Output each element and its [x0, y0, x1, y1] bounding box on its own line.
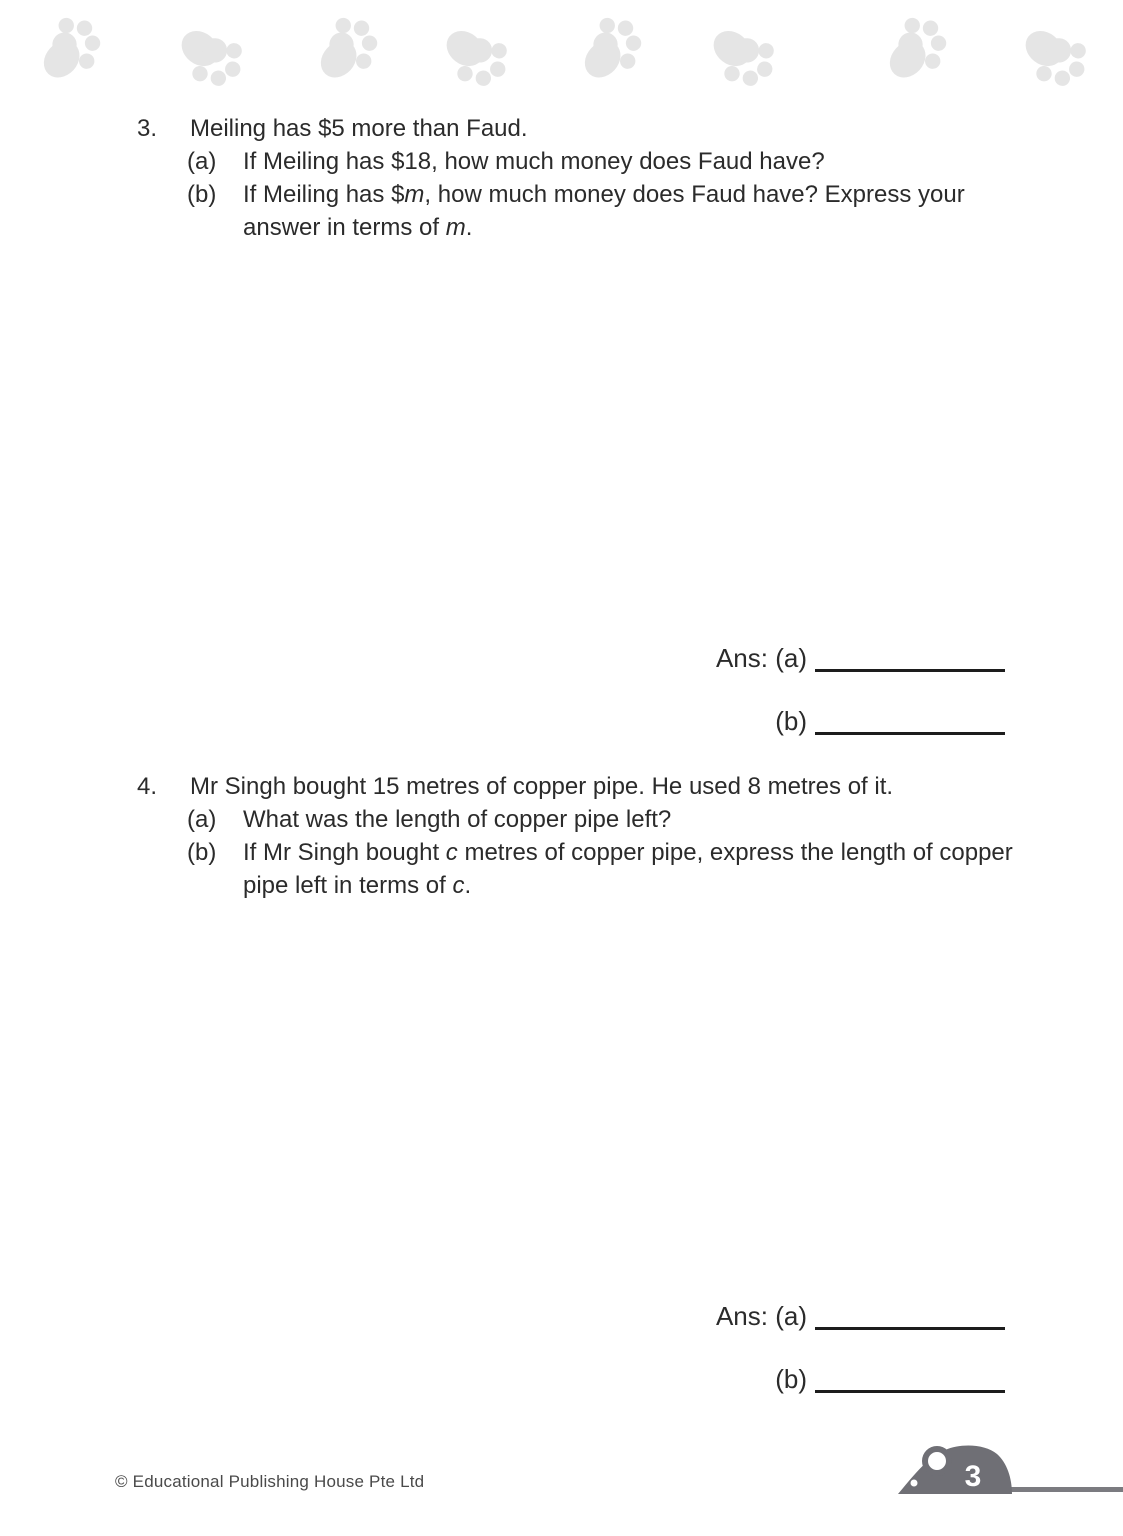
part-label-a: (a) [187, 806, 217, 833]
part-label-b: (b) [187, 839, 217, 866]
mouse-icon [897, 1444, 1013, 1496]
page-number: 3 [964, 1460, 982, 1493]
part-text-b: If Mr Singh bought c metres of copper pipe, express the length of copper pipe left in terms of c. [243, 839, 1013, 899]
answer-blank-line [815, 1390, 1005, 1393]
answer-block-q4 [716, 1301, 1005, 1397]
part-text-b: If Meiling has $m, how much money does Faud have? Express your answer in terms of m. [243, 181, 965, 241]
paw-print-icon [163, 8, 264, 106]
paw-print-icon [867, 0, 967, 97]
question-4 [137, 770, 1017, 902]
question-number: 3. [137, 115, 158, 142]
question-stem: Mr Singh bought 15 metres of copper pipe. He used 8 metres of it. [190, 773, 894, 800]
question-stem: Meiling has $5 more than Faud. [190, 115, 528, 142]
paw-print-icon [695, 8, 796, 106]
paw-print-icon [428, 8, 529, 106]
answer-blank-line [815, 732, 1005, 735]
part-label-b: (b) [187, 181, 217, 208]
copyright-text: © Educational Publishing House Pte Ltd [115, 1472, 425, 1491]
part-text-a: What was the length of copper pipe left? [243, 806, 672, 833]
ans-label-b: (b) [775, 706, 807, 736]
paw-print-icon [21, 0, 121, 97]
ans-label-a: Ans: (a) [715, 643, 807, 673]
paw-print-icon [1007, 8, 1108, 106]
ans-label-b: (b) [775, 1364, 807, 1394]
part-label-a: (a) [187, 148, 217, 175]
question-3 [137, 112, 1017, 244]
part-text-a: If Meiling has $18, how much money does Faud have? [243, 148, 825, 175]
paw-print-icon [298, 0, 398, 97]
answer-blank-line [815, 669, 1005, 672]
ans-label-a: Ans: (a) [715, 1301, 807, 1331]
paw-print-icon [562, 0, 662, 97]
answer-block-q3 [716, 643, 1005, 739]
mouse-tail [1000, 1487, 1123, 1492]
answer-blank-line [815, 1327, 1005, 1330]
question-number: 4. [137, 773, 158, 800]
